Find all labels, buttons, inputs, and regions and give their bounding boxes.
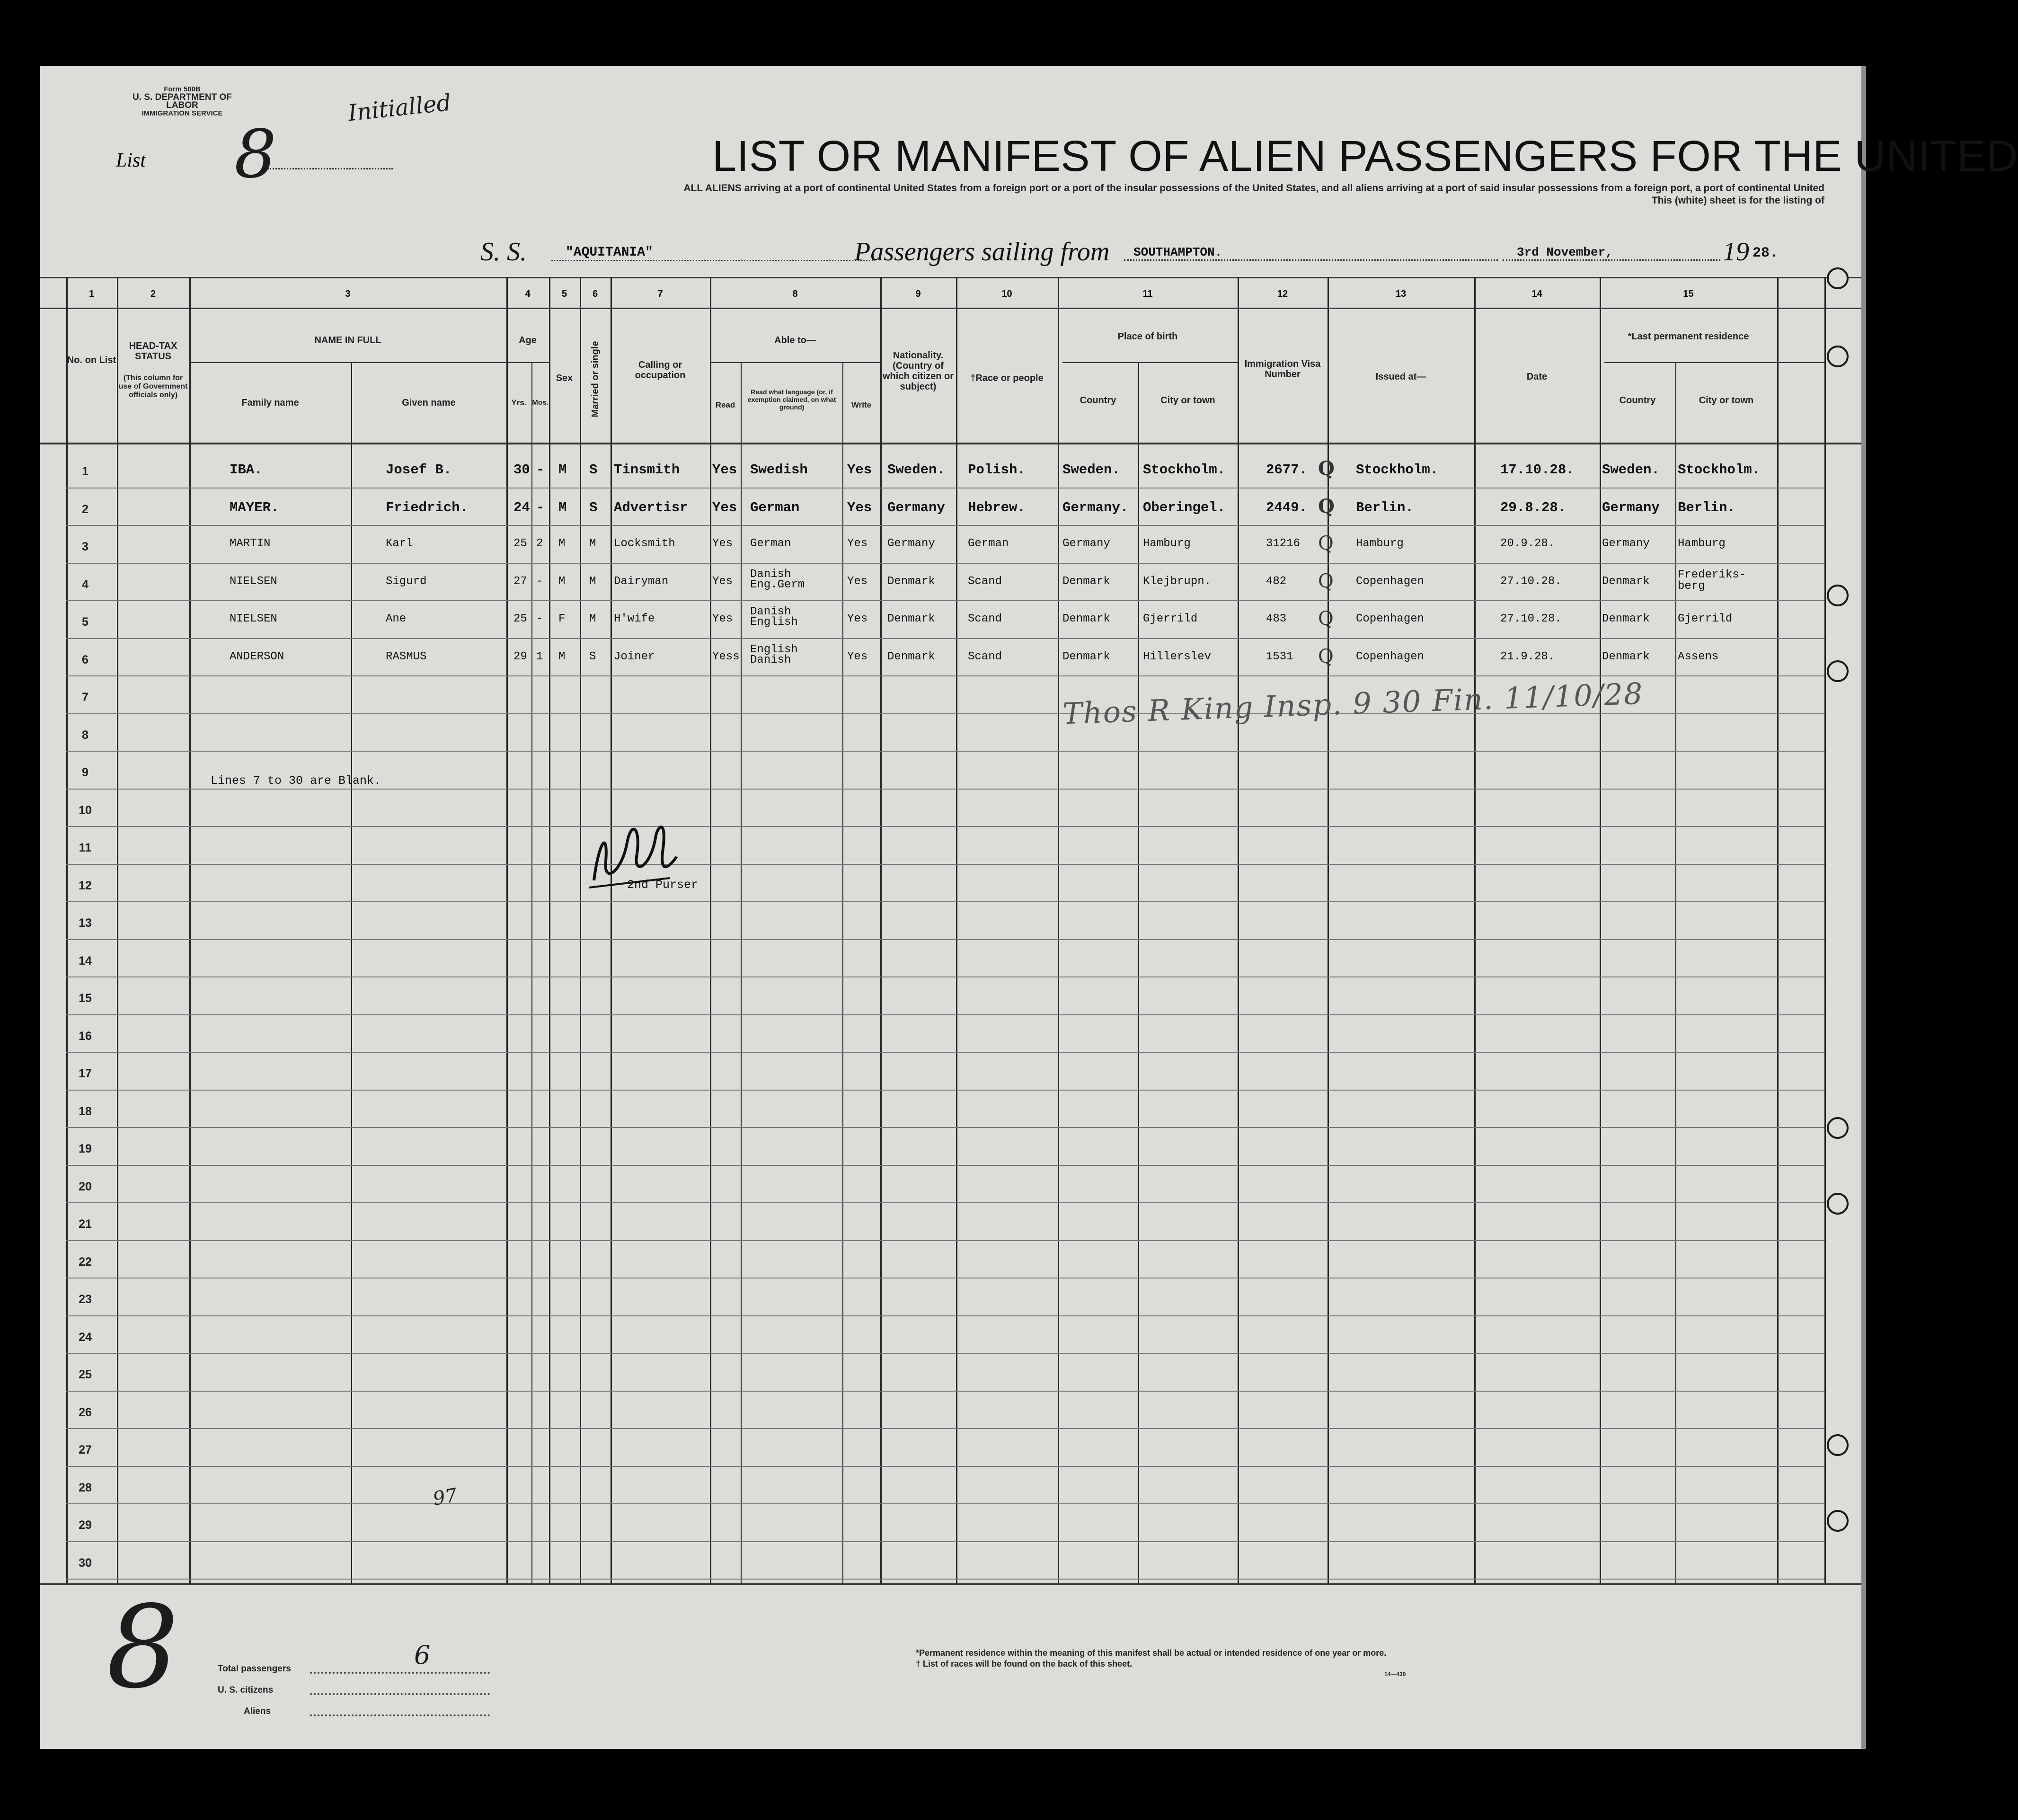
birth-city: Hamburg [1143,537,1191,550]
marital-status: M [589,575,596,588]
read-language: Danish Eng.Germ [750,568,805,591]
residence-city: Assens [1678,650,1719,663]
age-years: 29 [513,650,527,663]
footnote-races: † List of races will be found on the back of this sheet. [916,1659,1133,1669]
col-line-2 [189,277,191,1583]
list-number-line [267,168,393,169]
col-line-1 [117,277,118,1583]
hdr-res-country: Country [1619,395,1656,406]
stray-mark: 97 [431,1484,459,1510]
row-number: 1 [82,465,89,478]
row-rule [66,1541,1824,1542]
col-line-19 [1600,277,1601,1583]
given-name: Karl [386,537,413,550]
colnum-3: 3 [345,289,351,299]
form-identifier [125,85,239,117]
age-years: 25 [513,613,527,625]
hdr-yrs: Yrs. [511,398,527,407]
visa-number: 2677. [1266,462,1308,478]
birth-city: Stockholm. [1143,462,1226,478]
nationality: Denmark [887,650,935,663]
subtitle-line-1: ALL ALIENS arriving at a port of continental United States from a foreign port or a port of the insular possessions of the United States, and all aliens arriving at a port of said insular possessions from a foreign port, a port of continental United [683,183,1824,194]
row-rule [66,1391,1824,1392]
col-line-18 [1474,277,1476,1583]
blank-lines-note: Lines 7 to 30 are Blank. [211,774,381,788]
col-line-21 [1777,277,1779,1583]
sex: F [558,613,566,625]
row-rule [66,525,1824,526]
header-rule [40,277,1861,278]
marital-status: S [589,500,598,515]
birth-country: Denmark [1062,613,1110,625]
subtitle-line-2: This (white) sheet is for the listing of [1651,195,1824,206]
sex: M [558,537,566,550]
family-name: NIELSEN [230,575,277,588]
marital-status: S [589,462,598,478]
age-years: 27 [513,575,527,588]
family-name: ANDERSON [230,650,284,663]
family-name: IBA. [230,462,263,478]
row-number: 24 [79,1331,92,1344]
given-name: Josef B. [386,462,452,478]
row-rule [66,1202,1824,1203]
row-number: 25 [79,1368,92,1381]
page-subtitle [381,182,1824,207]
birth-country: Germany [1062,537,1110,550]
read-language: German [750,537,791,550]
row-number: 21 [79,1217,92,1231]
hdr-family-name: Family name [241,398,299,408]
col-line-11 [842,362,843,1583]
can-read: Yes [712,613,733,625]
given-name: RASMUS [386,650,427,663]
colnum-6: 6 [592,289,598,299]
race: Polish. [968,462,1026,478]
initialled-annotation: Initialled [346,89,452,127]
visa-type: Q [1318,495,1335,517]
departure-port: SOUTHAMPTON. [1124,245,1498,261]
col-line-13 [956,277,957,1583]
visa-issued-at: Stockholm. [1356,462,1439,478]
birth-city: Oberingel. [1143,500,1226,515]
visa-type: Q [1318,570,1334,592]
row-number: 26 [79,1406,92,1419]
can-read: Yess [712,650,740,663]
can-read: Yes [712,500,737,515]
colnum-2: 2 [150,289,156,299]
row-number: 30 [79,1556,92,1570]
read-language: German [750,500,800,515]
col-line-22 [1824,277,1826,1583]
row-number: 20 [79,1180,92,1193]
hdr-head-tax: HEAD-TAX STATUS [129,341,177,362]
visa-issued-at: Hamburg [1356,537,1404,550]
row-rule [66,1466,1824,1467]
residence-country: Denmark [1602,650,1650,663]
age-months: - [536,500,545,515]
hdr-calling: Calling or occupation [635,360,686,381]
given-name: Ane [386,613,407,625]
family-name: NIELSEN [230,613,277,625]
row-number: 27 [79,1443,92,1456]
visa-issued-at: Copenhagen [1356,650,1425,663]
colnum-12: 12 [1277,289,1288,299]
col-line-20 [1675,362,1676,1583]
binder-hole [1827,1510,1849,1532]
col-line-15 [1138,362,1139,1583]
binder-hole [1827,1117,1849,1139]
hdr-married: Married or single [590,341,601,417]
total-passengers-label: Total passengers [218,1664,291,1674]
visa-date: 21.9.28. [1500,650,1555,663]
sex: M [558,500,567,515]
residence-city: Gjerrild [1678,613,1733,625]
read-language: Swedish [750,462,808,478]
inspector-annotation: Thos R King Insp. 9 30 Fin. 11/10/28 [1062,676,1644,731]
row-rule [66,1052,1824,1053]
visa-date: 20.9.28. [1500,537,1555,550]
can-read: Yes [712,575,733,588]
row-rule [66,939,1824,940]
row-number: 18 [79,1105,92,1118]
col-line-10 [741,362,742,1583]
read-language: Danish English [750,605,798,629]
family-name: MAYER. [230,500,279,515]
age-months: - [536,613,543,625]
marital-status: M [589,537,596,550]
occupation: H'wife [614,613,655,625]
visa-issued-at: Berlin. [1356,500,1414,515]
binder-hole [1827,660,1849,682]
can-read: Yes [712,462,737,478]
visa-number: 483 [1266,613,1287,625]
hdr-visa-date: Date [1526,372,1548,382]
row-number: 23 [79,1293,92,1306]
year-prefix: 19 [1723,237,1749,266]
can-write: Yes [847,500,872,515]
footnote-residence: *Permanent residence within the meaning of this manifest shall be actual or intended residence of one year or more. [916,1648,1387,1658]
nationality: Germany [887,500,945,515]
colnum-11: 11 [1142,289,1153,299]
colnum-7: 7 [657,289,663,299]
residence-city: Berlin. [1678,500,1735,515]
total-passengers-line [310,1672,490,1674]
hdr-read-language: Read what language (or, if exemption claimed, on what ground) [747,388,836,411]
colnum-5: 5 [561,289,567,299]
row-number: 8 [82,728,89,742]
birth-country: Denmark [1062,650,1110,663]
visa-number: 1531 [1266,650,1293,663]
residence-sub-rule [1604,362,1824,363]
residence-city: Hamburg [1678,537,1726,550]
visa-number: 2449. [1266,500,1308,515]
age-months: 1 [536,650,543,663]
residence-country: Denmark [1602,613,1650,625]
can-write: Yes [847,575,868,588]
aliens-line [310,1714,490,1716]
birth-sub-rule [1062,362,1238,363]
hdr-birth-country: Country [1080,395,1116,406]
row-rule [66,1127,1824,1128]
form-number: Form 500B [164,85,201,93]
colnum-13: 13 [1395,289,1407,299]
visa-type: Q [1318,608,1334,630]
family-name: MARTIN [230,537,271,550]
col-line-6 [549,277,550,1583]
row-number: 5 [82,615,89,629]
col-line-7 [580,277,581,1583]
hdr-head-tax-note: (This column for use of Government officials only) [118,374,188,399]
row-number: 13 [79,916,92,930]
manifest-page [40,66,2018,1749]
row-rule [66,1240,1824,1241]
birth-country: Sweden. [1062,462,1120,478]
row-rule [66,1428,1824,1429]
residence-city: Frederiks-berg [1678,568,1746,593]
colnum-15: 15 [1683,289,1694,299]
visa-date: 17.10.28. [1500,462,1575,478]
nationality: Denmark [887,613,935,625]
row-number: 12 [79,879,92,892]
row-rule [66,751,1824,752]
able-sub-rule [710,362,880,363]
list-number: 8 [234,116,277,193]
aliens-label: Aliens [244,1706,271,1716]
birth-city: Klejbrupn. [1143,575,1212,588]
hdr-birth-city: City or town [1160,395,1215,406]
row-rule [66,864,1824,865]
row-rule [66,789,1824,790]
colnum-10: 10 [1001,289,1012,299]
row-number: 14 [79,954,92,968]
can-read: Yes [712,537,733,550]
hdr-issued-at: Issued at— [1375,372,1426,382]
row-rule [66,1090,1824,1091]
margin-number: 8 [106,1581,179,1713]
row-number: 2 [82,503,89,516]
sailing-date: 3rd November, [1503,245,1720,261]
us-citizens-label: U. S. citizens [218,1685,274,1695]
row-rule [66,563,1824,564]
sex: M [558,462,567,478]
col-line-16 [1238,277,1239,1583]
given-name: Sigurd [386,575,427,588]
binder-hole [1827,585,1849,606]
row-number: 22 [79,1255,92,1269]
hdr-age: Age [519,335,537,346]
age-years: 24 [513,500,530,515]
visa-issued-at: Copenhagen [1356,575,1425,588]
row-number: 10 [79,804,92,817]
binder-hole [1827,1434,1849,1456]
age-months: - [536,462,545,478]
nationality: Germany [887,537,935,550]
sailing-label: Passengers sailing from [854,237,1110,266]
age-months: 2 [536,537,543,550]
age-years: 30 [513,462,530,478]
age-years: 25 [513,537,527,550]
hdr-last-residence: *Last permanent residence [1628,331,1749,342]
can-write: Yes [847,650,868,663]
col-line-8 [611,277,612,1583]
purser-title: 2nd Purser [627,878,699,892]
row-number: 11 [79,841,92,854]
age-months: - [536,575,543,588]
col-line-9 [710,277,711,1583]
hdr-no-on-list: No. on List [67,355,116,365]
binder-hole [1827,346,1849,367]
hdr-mos: Mos. [532,399,549,407]
nationality: Denmark [887,575,935,588]
occupation: Dairyman [614,575,669,588]
row-rule [66,1315,1824,1316]
col-line-4 [506,277,508,1583]
occupation: Advertisr [614,500,688,515]
can-write: Yes [847,537,868,550]
colnum-14: 14 [1531,289,1542,299]
col-line-14 [1058,277,1059,1583]
row-rule [66,1579,1824,1580]
row-number: 15 [79,992,92,1005]
row-number: 29 [79,1518,92,1532]
nationality: Sweden. [887,462,945,478]
row-rule [66,1503,1824,1504]
row-rule [66,826,1824,827]
hdr-place-of-birth: Place of birth [1117,331,1178,342]
row-number: 17 [79,1067,92,1080]
hdr-sex: Sex [556,373,573,383]
hdr-read: Read [715,400,735,409]
colnum-9: 9 [915,289,921,299]
row-number: 3 [82,540,89,553]
row-rule [66,675,1824,676]
residence-city: Stockholm. [1678,462,1761,478]
col-line-5 [531,362,532,1583]
visa-date: 29.8.28. [1500,500,1567,515]
service-name: IMMIGRATION SERVICE [142,109,223,117]
colnum-1: 1 [89,289,95,299]
name-sub-rule [189,362,549,363]
row-number: 7 [82,691,89,704]
hdr-race: †Race or people [970,373,1044,383]
us-citizens-line [310,1693,490,1695]
sex: M [558,575,566,588]
col-line-3 [351,362,352,1583]
colnum-8: 8 [792,289,798,299]
row-rule [66,1353,1824,1354]
row-rule [66,600,1824,601]
hdr-res-city: City or town [1699,395,1754,406]
row-number: 9 [82,766,89,779]
hdr-visa-number: Immigration Visa Number [1244,359,1321,380]
list-label: List [116,150,146,171]
visa-date: 27.10.28. [1500,613,1562,625]
residence-country: Denmark [1602,575,1650,588]
occupation: Joiner [614,650,655,663]
form-code: 14—430 [1384,1671,1406,1678]
given-name: Friedrich. [386,500,469,515]
ship-name: "AQUITANIA" [551,245,873,261]
col-line-12 [880,277,882,1583]
visa-number: 482 [1266,575,1287,588]
hdr-name-in-full: NAME IN FULL [314,335,381,346]
row-number: 28 [79,1481,92,1494]
visa-issued-at: Copenhagen [1356,613,1425,625]
row-number: 6 [82,653,89,666]
marital-status: M [589,613,596,625]
hdr-given-name: Given name [402,398,456,408]
column-number-rule [40,308,1861,309]
can-write: Yes [847,462,872,478]
visa-type: Q [1318,533,1334,554]
binder-hole [1827,267,1849,289]
visa-type: Q [1318,646,1334,667]
residence-country: Germany [1602,500,1660,515]
marital-status: S [589,650,596,663]
row-number: 19 [79,1142,92,1155]
year-suffix: 28. [1752,245,1779,261]
binder-hole [1827,1193,1849,1215]
occupation: Locksmith [614,537,675,550]
total-passengers-value: 6 [414,1640,431,1670]
row-rule [66,1014,1824,1015]
row-rule [66,638,1824,639]
row-number: 16 [79,1030,92,1043]
colnum-4: 4 [525,289,531,299]
page-title: LIST OR MANIFEST OF ALIEN PASSENGERS FOR THE UNITED [712,132,2018,180]
residence-country: Germany [1602,537,1650,550]
race: Hebrew. [968,500,1026,515]
birth-city: Gjerrild [1143,613,1198,625]
ss-label: S. S. [480,237,527,266]
residence-country: Sweden. [1602,462,1660,478]
can-write: Yes [847,613,868,625]
birth-country: Denmark [1062,575,1110,588]
visa-type: Q [1318,457,1335,479]
column-header-rule [40,443,1861,444]
table-bottom-rule [40,1583,1861,1585]
race: Scand [968,650,1002,663]
birth-city: Hillerslev [1143,650,1212,663]
row-rule [66,1165,1824,1166]
read-language: English Danish [750,643,798,666]
visa-date: 27.10.28. [1500,575,1562,588]
occupation: Tinsmith [614,462,680,478]
birth-country: Germany. [1062,500,1129,515]
visa-number: 31216 [1266,537,1301,550]
race: Scand [968,575,1002,588]
race: Scand [968,613,1002,625]
row-number: 4 [82,578,89,591]
row-rule [66,901,1824,902]
hdr-able-to: Able to— [774,335,816,346]
race: German [968,537,1009,550]
department-name: U. S. DEPARTMENT OF LABOR [133,92,232,110]
sex: M [558,650,566,663]
hdr-nationality: Nationality. (Country of which citizen or subject) [882,350,954,392]
hdr-write: Write [851,400,872,409]
